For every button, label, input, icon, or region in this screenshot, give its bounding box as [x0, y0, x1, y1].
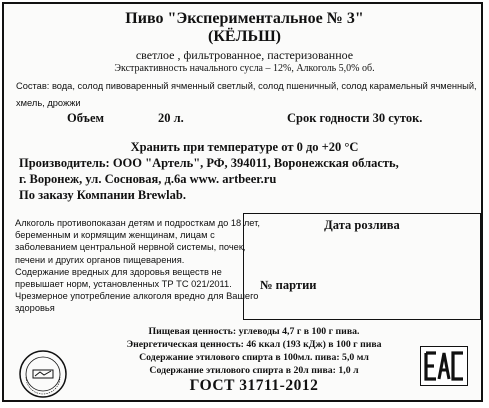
product-title: Пиво "Экспериментальное № 3" [125, 10, 364, 27]
warning-paragraph-2: Содержание вредных для здоровья веществ не превышает норм, установленных ТР ТС 021/2011. [15, 266, 232, 290]
volume-label: Объем [67, 111, 105, 125]
gost-standard: ГОСТ 31711-2012 [189, 377, 319, 394]
beer-label [2, 2, 483, 402]
ethanol-100ml: Содержание этилового спирта в 100мл. пива: 5,0 мл [139, 352, 369, 363]
producer-line-1: Производитель: ООО "Артель", РФ, 394011, Воронежская область, [19, 156, 399, 170]
quality-seal-icon [18, 349, 68, 399]
health-warning [15, 217, 273, 315]
food-value: Пищевая ценность: углеводы 4,7 г в 100 г пива. [148, 326, 360, 337]
eac-mark-icon [420, 346, 468, 386]
producer-line-3: По заказу Компании Brewlab. [19, 188, 186, 202]
shelf-life: Срок годности 30 суток. [287, 111, 423, 125]
extract-alcohol-line: Экстрактивность начального сусла – 12%, Алкоголь 5,0% об. [114, 63, 375, 74]
bottling-date-label: Дата розлива [324, 218, 400, 232]
product-subtitle: (КЁЛЬШ) [208, 28, 281, 45]
producer-line-2: г. Воронеж, ул. Сосновая, д.6а www. artbeer.ru [19, 172, 277, 186]
energy-value: Энергетическая ценность: 46 ккал (193 кДж) в 100 г пива [126, 339, 382, 350]
composition-text: Состав: вода, солод пивоваренный ячменный светлый, солод пшеничный, солод карамельный ячменный, хмель, дрожжи [16, 81, 477, 108]
batch-number-label: № партии [260, 278, 317, 292]
ethanol-20l: Содержание этилового спирта в 20л пива: 1,0 л [149, 365, 359, 376]
storage-conditions: Хранить при температуре от 0 до +20 °С [130, 140, 359, 154]
warning-paragraph-3: Чрезмерное употребление алкоголя вредно для Вашего здоровья [15, 291, 259, 314]
product-type: светлое , фильтрованное, пастеризованное [135, 48, 354, 62]
volume-value: 20 л. [158, 111, 184, 125]
bottling-info-box [243, 213, 481, 320]
warning-paragraph-1: Алкоголь противопоказан детям и подросткам до 18 лет, беременным и кормящим женщинам, лицам с заболеванием центральной нервной системы, почек, печени и других органов пищеварения. [15, 218, 260, 265]
